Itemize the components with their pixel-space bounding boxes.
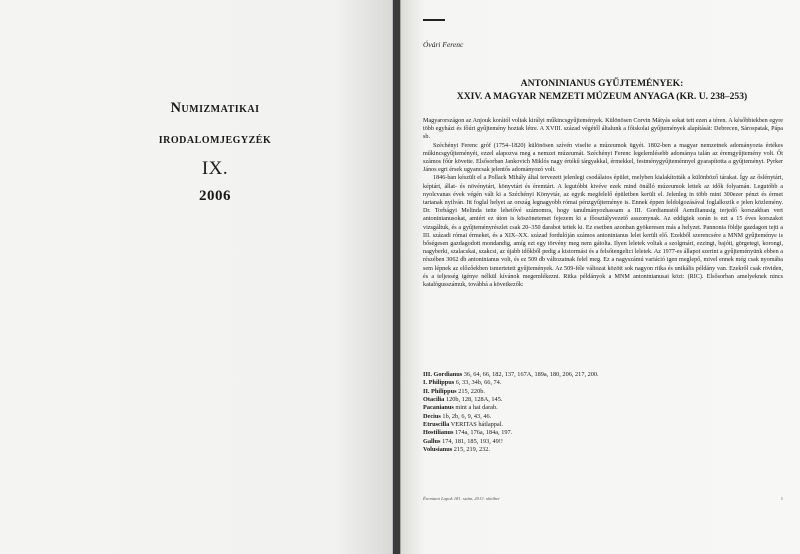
top-mark [423, 19, 445, 21]
paragraph-1: Magyarországon az Anjouk korától voltak királyi műkincsgyűjtemények. Különösen Corvin Mátyás sokat tett ezen a téren. A későbbiekben egyre több egyházi és főúri gyűjtemény hoztak létre. A XVIII. század végétől általunk a főiskolai gyűjtemények alapítását: Debrecen, Sárospatak, Pápa sb. [423, 118, 783, 141]
list-item-refs: 215, 220b. [458, 387, 485, 395]
list-item-ruler: Gallus [423, 437, 441, 445]
paragraph-3: 1846-ban készült el a Pollack Mihály által tervezett jelenlegi csodálatos épület, melyben kialakították a különböző tárakat. Így az őslénytárt, képtárt, állat- és növénytárt, könyvtárt és éremtárt. A legutóbbi kivéve ezek mind önálló múzeumok lettek az idők folyamán. Legutóbb a nyolcvanas évek végén vált ki a Széchényi Könyvtár, az egyik megfelelő épületben került el. Jelenleg in több mint 300ezer pénzt és érmet tartanak nyilván. Itt foglal helyet az ország legnagyobb római pénzgyűjteménye is. Ennek éppen feldolgozásával foglalkozik e jelen közlemény. Dr. Torbágyi Melinda tette lehetővé számomra, hogy tanulmányozhassam a III. Gordianustól Aemilianusig terjedő korszakban vert antoninianusokat, amiért ez úton is köszönetemet fejezem ki a főosztályvezető asszonynak. Az eddigiek során is ezt a 15 éves korszakot vizsgáltuk, és a gyűjteményrészlet csak 20–350 darabot tettek ki. Ez esetben azonban gyökeresen más a helyzet. Pannonia földje gazdagon tejti a III. századi római érmeket, és a XIX–XX. század fordulóján számos antoninianus lelet került elő. Ezekből szerencsére a MNM gyűjteménye is bőségesen gazdagodott mondandig, amíg ezt egy törvény meg nem gátolta. Ilyen leletek voltak a szolgmári, ezzingi, bajóti, görgetegi, korongi, nagyberki, szalacskai, szakcsi, az újabb időkből pedig a kistormási és a felsőtengelici leletek. Az 1977-es állapot szerint a gyűjteményünk ebben a részében 3062 db antoninianus volt, és ez 509 db változatnak felel meg. Ez a nagyszámú variáció igen meglepő, mivel ennek még csak nyomába sem lépnek az előzőekben ismertetett gyűjtemények. Az 509-féle változat között sok nagyon ritka és unikális példány van. Ezekről csak röviden, és a teljesség igénye nélkül kívánok megemlékezni. Ritka példányok a MNM antoninianusai közt: (RIC). Elsősorban amelyeknek nincs katalógusszámuk, továbbá a következők: [423, 175, 783, 289]
list-item-ruler: III. Gordianus [423, 371, 463, 378]
article-title [421, 77, 783, 103]
list-item-ruler: Hostilianus [423, 429, 454, 437]
list-item-refs: 174, 181, 185, 193, 49!! [442, 437, 503, 445]
list-item [423, 379, 673, 387]
list-item [423, 396, 673, 404]
list-item-ruler: II. Philippus [423, 387, 457, 395]
list-item-refs: 215, 219, 232. [453, 446, 490, 454]
book-gutter [393, 0, 400, 554]
list-item [423, 388, 673, 396]
page-number: 1 [780, 496, 783, 501]
list-item-refs: 6, 33, 34b, 66, 74. [455, 379, 502, 387]
list-item [423, 421, 673, 429]
cover-volume-number: IX. [201, 158, 229, 179]
list-item-refs: 174a, 176a, 184a, 197. [455, 429, 513, 437]
left-page-cover [0, 0, 393, 554]
right-page-article [400, 0, 800, 554]
list-item-ruler: I. Philippus [423, 379, 455, 387]
list-item-ruler: Decius [423, 412, 441, 420]
list-item [423, 404, 673, 412]
list-item-refs: 1b, 2b, 6, 9, 43, 46. [442, 412, 492, 420]
cover-title-line1: Numizmatikai [170, 100, 260, 116]
list-item-ruler: Otacilia [423, 396, 445, 404]
list-item [423, 438, 673, 446]
article-body [423, 117, 783, 289]
list-item [423, 446, 673, 454]
article-title-line1: ANTONINIANUS GYŰJTEMÉNYEK: [520, 78, 684, 89]
list-item [423, 429, 673, 437]
list-item [423, 413, 673, 421]
cover-title-block [140, 100, 290, 205]
list-item-ruler: Volusianus [423, 446, 453, 454]
footer-journal: Éremtani Lapok 181. szám, 2013. október [423, 496, 500, 501]
list-item-refs: 36, 64, 66, 182, 137, 167A, 189a, 180, 206, 217, 200. [463, 371, 599, 378]
article-author: Óvári Ferenc [423, 40, 464, 49]
list-item-refs: 120b, 128, 128A, 145. [445, 396, 503, 404]
page-footer [423, 496, 783, 501]
list-item-ruler: Etruscilla [423, 421, 450, 429]
cover-year: 2006 [199, 188, 231, 204]
paragraph-2: Széchényi Ferenc gróf (1754–1820) különösen szívén viselte a múzeumok ügyét. 1802-ben a magyar nemzetnek adományozta értékes műkincsgyűjteményét, ezzel alapozva meg a nemzet múzeumát. Széchényi Ferenc legelemlésebb adománya talán az éremgyűjtemény volt. Őt számos főúr követte. Elsősorban Jankovich Miklós nagy értékű tárgyakkal, érmekkel, festménygyűjteménnyel gyarapította a gyűjteményt. Pyrker János egri érsek ugyancsak jelentős adományozó volt. [423, 142, 783, 174]
rare-coins-list [423, 371, 673, 454]
list-item-refs: mint a hat darab. [455, 404, 498, 412]
list-item-ruler: Pacanianus [423, 404, 454, 412]
cover-title-line2: irodalomjegyzék [158, 131, 272, 147]
list-item-refs: VERITAS hátlappal. [450, 421, 504, 429]
list-item [423, 371, 673, 379]
article-title-line2: XXIV. A MAGYAR NEMZETI MÚZEUM ANYAGA (KR. U. 238–253) [456, 91, 748, 102]
